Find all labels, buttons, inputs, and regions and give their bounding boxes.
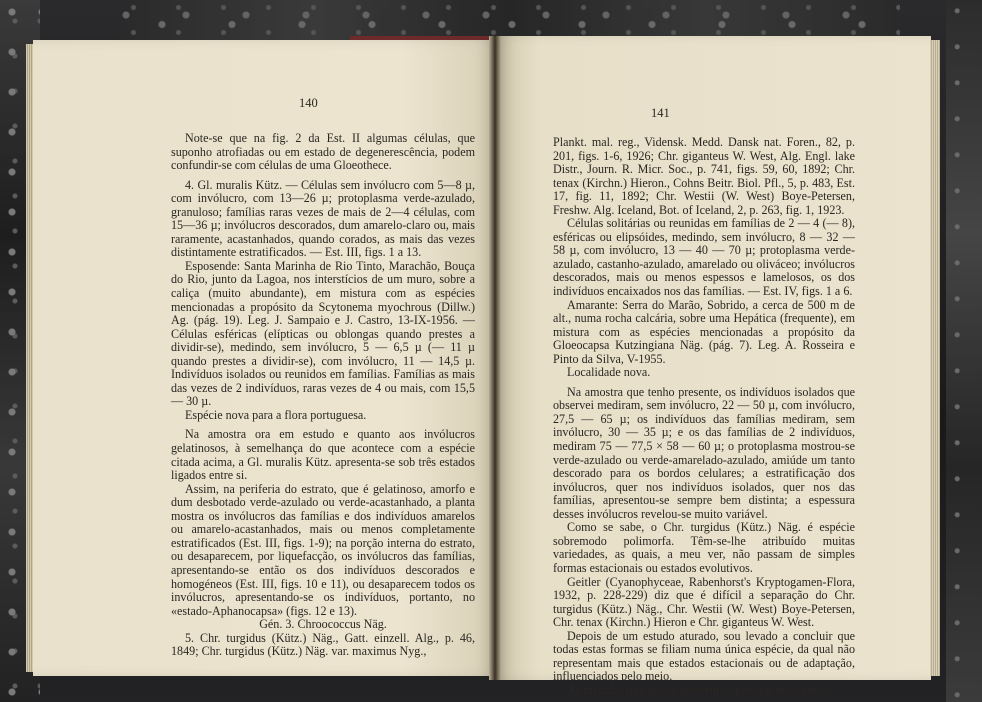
right-page-number: 141	[651, 106, 670, 120]
genus-heading: Gén. 3. Chroococcus Näg.	[259, 617, 387, 632]
marbled-cover-right	[946, 0, 982, 702]
right-page	[495, 36, 931, 697]
paragraph: Depois de um estudo aturado, sou levado a concluir que todas estas formas se filiam numa única espécie, da qual não representam mais que estados estacionais ou de adaptação, influenciados pelo meio.	[553, 628, 855, 684]
marbled-cover-top	[120, 0, 900, 40]
book-gutter	[489, 36, 501, 680]
paragraph: Na amostra que tenho presente, os indivíduos isolados que observei mediram, sem invólucro, 22 — 50 µ, com invólucro, 27,5 — 65 µ; os indivíduos das famílias mediram, sem invólucro, 30 — 35 µ; e os das famílias de 2 indivíduos, mediram 75 — 77,5 × 58 — 60 µ; o protoplasma mostrou-se verde-azulado ou verde-amarelado-azulado, amiúde um tanto descorado para os bordos celulares; a estratificação dos invólucros, quer nos indivíduos isolados, quer nos das famílias, apresentou-se sempre bem distinta; a espessura desses invólucros revelou-se muito variável.	[553, 384, 855, 521]
page-edges-right	[930, 40, 940, 676]
paragraph: Espécie nova para a flora portuguesa.	[185, 407, 367, 422]
right-page-body	[553, 136, 855, 697]
paragraph: Assim, na periferia do estrato, que é gelatinoso, amorfo e dum desbotado verde-azulado ou verde-acastanhado, a planta mostra os invólucros das famílias e dos indivíduos amarelos ou amarelo-acastanhados, mais ou menos completamente estratificados (Est. III, figs. 1-9); na porção interna do estrato, ou desaparecem, por liquefacção, os invólucros das famílias, apresentando-se então os dos indivíduos descorados e homogéneos (Est. III, figs. 10 e 11), ou desaparecem todos os invólucros, apresentando-se os indivíduos, portanto, no «estado-Aphanocapsa» (figs. 12 e 13).	[171, 481, 475, 618]
paragraph: 5. Chr. turgidus (Kütz.) Näg., Gatt. einzell. Alg., p. 46, 1849; Chr. turgidus (Kütz.) Näg. var. maximus Nyg.,	[171, 630, 475, 659]
paragraph: Amarante: Serra do Marão, Sobrido, a cerca de 500 m de alt., numa rocha calcária, sobre uma Hepática (frequente), em mistura com as espécies mencionadas a propósito da Gloeocapsa Kutzingiana Näg. (pág. 7). Leg. A. Rosseira e Pinto da Silva, V-1955.	[553, 297, 855, 366]
paragraph: Na amostra ora em estudo e quanto aos invólucros gelatinosos, à semelhança do que acontece com a espécie citada acima, a Gl. muralis Kütz. apresenta-se sob três estados ligados entre si.	[171, 427, 475, 483]
paragraph: Como se sabe, o Chr. turgidus (Kütz.) Näg. é espécie sobremodo polimorfa. Têm-se-lhe atribuído muitas variedades, as quais, a meu ver, não passam de simples formas estacionais ou estados evolutivos.	[553, 520, 855, 575]
paragraph: Esposende: Santa Marinha de Rio Tinto, Marachão, Bouça do Rio, junto da Lagoa, nos interstícios de um muro, sobre a caliça (muito abundante), em mistura com as espécies mencionadas a propósito da Scytonema myochrous (Dillw.) Ag. (pág. 19). Leg. J. Sampaio e J. Castro, 13-IX-1956. — Células esféricas (elípticas ou oblongas quando prestes a dividir-se), medindo, sem invólucro, 5 — 6,5 µ (— 11 µ quando prestes a dividir-se), com invólucro, 11 — 14,5 µ. Indivíduos isolados ou reunidos em famílias. Famílias as mais das vezes de 2 indivíduos, raras vezes de 4 ou mais, com 15,5 — 30 µ.	[171, 258, 475, 409]
paragraph: As medidas que acima apresento, quer dos indivíduos,	[567, 682, 830, 697]
left-page-body	[171, 132, 475, 659]
paragraph: Note-se que na fig. 2 da Est. II algumas células, que suponho atrofiadas ou em estado de degenerescência, podem confundir-se com células de uma Gloeothece.	[171, 131, 475, 173]
paragraph: 4. Gl. muralis Kütz. — Células sem invólucro com 5—8 µ, com invólucro, com 13—26 µ; protoplasma verde-azulado, granuloso; famílias raras vezes de mais de 2—4 células, com 15—36 µ; invólucros descorados, dum amarelo-claro ou, mais raramente, acastanhados, quando corados, as mais das vezes distintamente estratificados. — Est. III, figs. 1 a 13.	[171, 177, 475, 260]
left-page-number: 140	[299, 96, 318, 110]
paragraph: Plankt. mal. reg., Vidensk. Medd. Dansk nat. Foren., 82, p. 201, figs. 1-6, 1926; Chr. giganteus W. West, Alg. Engl. lake Distr., Journ. R. Micr. Soc., p. 741, figs. 59, 60, 1892; Chr. tenax (Kirchn.) Hieron., Cohns Beitr. Biol. Pfl., 5, p. 483, Est. 17, fig. 11, 1892; Chr. Westii (W. West) Boye-Petersen, Freshw. Alg. Iceland, Bot. of Iceland, 2, p. 263, fig. 1, 1923.	[553, 135, 855, 217]
left-page	[33, 40, 495, 676]
paragraph: Localidade nova.	[567, 365, 651, 380]
paragraph: Geitler (Cyanophyceae, Rabenhorst's Kryptogamen-Flora, 1932, p. 228-229) diz que é difícil a separação do Chr. turgidus (Kütz.) Näg., Chr. Westii (W. West) Boye-Petersen, Chr. tenax (Kirchn.) Hieron e Chr. giganteus W. West.	[553, 574, 855, 630]
paragraph: Células solitárias ou reunidas em famílias de 2 — 4 (— 8), esféricas ou elipsóides, medindo, sem invólucro, 8 — 32 — 58 µ, com invólucro, 13 — 40 — 70 µ; protoplasma verde-azulado, castanho-azulado, amarelado ou oliváceo; invólucros descorados, mais ou menos espessos e lamelosos, os dos indivíduos encaixados nos das famílias. — Est. IV, figs. 1 a 6.	[553, 216, 855, 299]
